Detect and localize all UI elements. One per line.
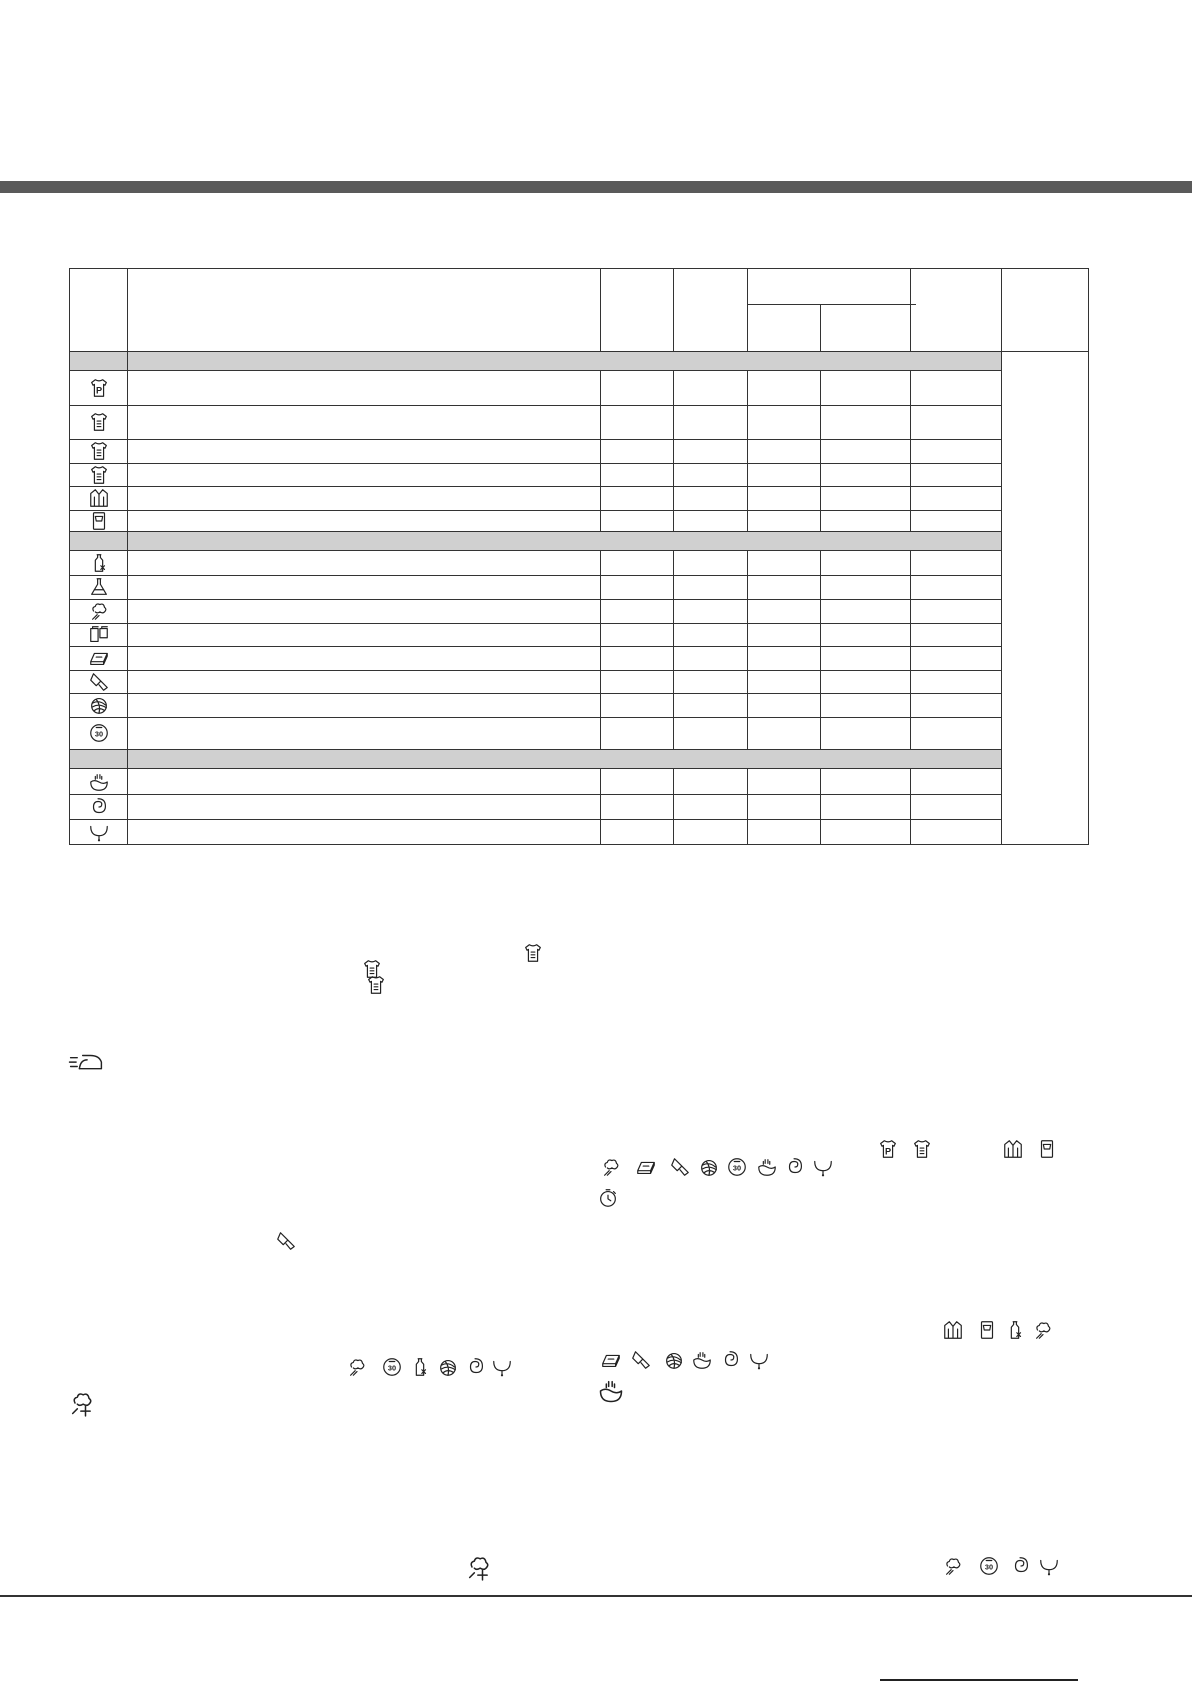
steam-icon <box>600 1156 622 1178</box>
shirt-p-icon <box>70 371 127 405</box>
row-line <box>70 646 1001 647</box>
rinse-icon <box>597 1377 625 1405</box>
row-line <box>70 623 1001 624</box>
row-line <box>70 439 1001 440</box>
row-line <box>70 794 1001 795</box>
drain-icon <box>748 1349 770 1371</box>
section-band <box>70 749 1001 769</box>
row-line <box>70 510 1001 511</box>
scarf-icon <box>630 1349 652 1371</box>
spin-icon <box>70 794 127 819</box>
wool-icon <box>70 693 127 717</box>
delay-timer-icon <box>597 1187 619 1209</box>
shirt-icon <box>911 1138 933 1160</box>
timer-30-icon <box>70 717 127 749</box>
header-bar <box>0 181 1192 193</box>
baby-bottle-icon <box>409 1356 431 1378</box>
scarf-icon <box>70 670 127 693</box>
timer-30-icon <box>726 1156 748 1178</box>
timer-30-icon <box>381 1356 403 1378</box>
pocket-icon <box>1036 1138 1058 1160</box>
towels-icon <box>70 623 127 646</box>
shirt-icon <box>365 974 387 996</box>
jacket-icon <box>70 486 127 510</box>
steam-plus-icon <box>465 1553 493 1581</box>
shirt-p-icon <box>877 1138 899 1160</box>
col-line <box>1001 269 1002 844</box>
shirt-icon <box>70 439 127 463</box>
steam-icon <box>346 1356 368 1378</box>
wool-icon <box>698 1156 720 1178</box>
section-band <box>70 351 1001 371</box>
bedding-icon <box>635 1156 657 1178</box>
baby-bottle-icon <box>70 551 127 575</box>
row-line <box>70 670 1001 671</box>
drain-icon <box>70 819 127 844</box>
spin-icon <box>784 1156 806 1178</box>
baby-bottle-icon <box>1004 1319 1026 1341</box>
pocket-icon <box>976 1319 998 1341</box>
drain-icon <box>1038 1555 1060 1577</box>
rinse-icon <box>70 769 127 794</box>
steam-plus-icon <box>68 1389 96 1417</box>
jacket-icon <box>942 1319 964 1341</box>
scarf-icon <box>669 1156 691 1178</box>
row-line <box>70 693 1001 694</box>
rinse-icon <box>756 1156 778 1178</box>
steam-icon <box>942 1555 964 1577</box>
iron-icon <box>68 1050 104 1072</box>
row-line <box>70 717 1001 718</box>
bedding-icon <box>600 1349 622 1371</box>
shirt-icon <box>70 463 127 486</box>
programme-table <box>69 268 1089 845</box>
row-line <box>70 599 1001 600</box>
row-line <box>70 405 1001 406</box>
drain-icon <box>491 1356 513 1378</box>
header-subdivider <box>748 304 916 305</box>
row-line <box>70 575 1001 576</box>
row-line <box>70 463 1001 464</box>
drain-icon <box>812 1156 834 1178</box>
row-line <box>70 819 1001 820</box>
steam-icon <box>1032 1319 1054 1341</box>
shirt-icon <box>522 942 544 964</box>
scarf-icon <box>275 1230 297 1252</box>
steam-icon <box>70 599 127 623</box>
footer-rule-short <box>880 1679 1078 1681</box>
flask-icon <box>70 575 127 599</box>
shirt-icon <box>70 405 127 439</box>
jacket-icon <box>1002 1138 1024 1160</box>
spin-icon <box>720 1349 742 1371</box>
footer-rule <box>0 1595 1192 1597</box>
wool-icon <box>663 1349 685 1371</box>
spin-icon <box>465 1356 487 1378</box>
rinse-icon <box>691 1349 713 1371</box>
pocket-icon <box>70 510 127 531</box>
timer-30-icon <box>978 1555 1000 1577</box>
bedding-icon <box>70 646 127 670</box>
spin-icon <box>1010 1555 1032 1577</box>
wool-icon <box>437 1356 459 1378</box>
section-band <box>70 531 1001 551</box>
row-line <box>70 486 1001 487</box>
